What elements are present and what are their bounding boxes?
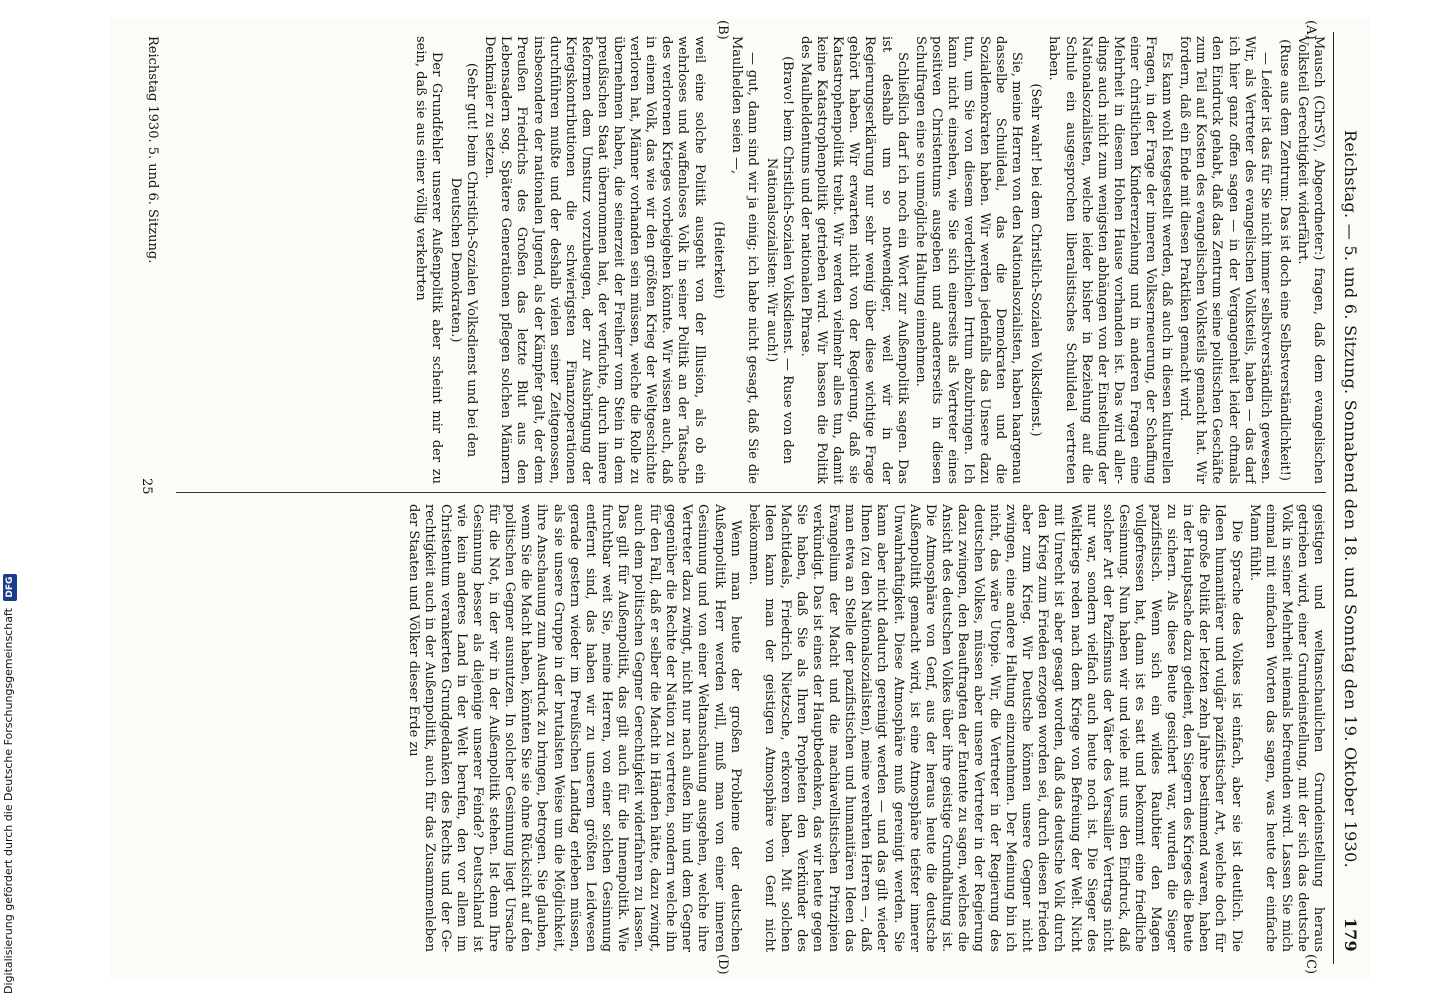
dfg-logo-icon: DFG: [3, 574, 17, 601]
watermark-text: Digitalisierung gefördert durch die Deutsche Forschungsgemeinschaft: [2, 608, 15, 994]
margin-marker-a: (A): [1303, 20, 1318, 40]
paragraph: Der Grundfehler unserer Außenpolitik aber scheint mir der zu sein, daß sie aus einer völlig verkehrten: [412, 36, 445, 484]
margin-marker-b: (B): [715, 20, 730, 40]
interjection: (Bravo! beim Christlich-Sozialen Volksdienst. — Ruse von den Nationalsozialisten: Wir auch!): [763, 56, 795, 464]
paragraph: — Leider ist das für Sie nicht immer selbstverständlich gewesen. Wir, als Vertreter des evangelischen Volksteils, haben — das darf ich hier ganz offen sagen — in der Vergangenheit leider oftmals den Eindruck gehabt, daß das Zentrum seine politischen Geschäfte zum Teil auf Kosten des evangelischen Volksteils gemacht hat. Wir fordern, daß ein Ende mit diesen Praktiken gemacht wird.: [1177, 36, 1273, 484]
paragraph: weil eine solche Politik ausgeht von der Illusion, als ob ein wehrloses und waffenloses Volk in seiner Politik an der Tatsache des verlorenen Krieges vorbeigehen könnte. Wir wissen auch, daß in einem Volk, das wie wir den größten Krieg der Weltgeschichte verloren hat, Männer vorhanden sein müssen, welche die Rolle zu übernehmen haben, die seinerzeit der Freiherr vom Stein in dem preußischen Staat übernommen hat, der verfuchte, durch innere Reformen dem Umsturz vorzubeugen, der zur Ausbringung der Kriegskontributionen die schwierigsten Finanzoperationen durchführen mußte und der deshalb vielen seiner Zeitgenossen, insbesondere der nationalen Jugend, als der Kämpfer galt, der dem Preußen Friedrichs des Großen das letzte Blut aus den Lebensadern sog. Spätere Generationen pflegen solchen Männern Denkmäler zu setzen.: [482, 36, 707, 484]
footer-page-number: 25: [139, 478, 154, 495]
paragraph: Es kann wohl festgestellt werden, daß auch in diesen kulturellen Fragen, in der Frage der inneren Volkserneuerung, der Schaffung einer christlichen Kindererziehung und in anderen Fragen eine Mehrheit in diesem Hohen Hause vorhanden ist. Das wird allerdings auch nicht zum wenigsten abhängen von der Einstellung der Nationalsozialisten, welche leider bisher in Beziehung auf die Schule ein ausgesprochen liberalistisches Schulideal vertreten haben.: [1046, 36, 1175, 484]
header-page-number: 179: [1341, 917, 1360, 952]
interjection: (Heiterkeit): [710, 221, 726, 299]
digitization-watermark: [2, 4, 16, 994]
interjection: (Ruse aus dem Zentrum: Das ist doch eine Selbstverständlichkeit!): [1276, 39, 1292, 481]
margin-marker-d: (D): [715, 954, 730, 975]
paragraph: Sie, meine Herren von den Nationalsozialisten, haben haargenau dasselbe Schulideal, das die Demokraten und die Sozialdemokraten haben. Wir werden jedenfalls das Unsere dazu tun, um Sie von diesem verderblichen Irrtum abzubringen. Ich kann nicht einsehen, wie Sie sich einerseits als Vertreter eines positiven Christentums ausgeben und andererseits in diesen Schulfragen eine so unmögliche Haltung einnehmen.: [912, 36, 1025, 484]
footer-session-label: Reichstag 1930. 5. und 6. Sitzung.: [145, 36, 160, 264]
interjection: (Sehr wahr! bei dem Christlich-Sozialen Volksdienst.): [1028, 83, 1044, 437]
page-header: [1336, 34, 1360, 964]
header-rule: [1333, 32, 1334, 964]
scanned-page: [110, 18, 1370, 978]
paragraph: Mausch (ChrSV), Abgeordneter:) fragen, daß dem evangelischen Volksteil Gerechtigkeit widerfährt.: [1294, 36, 1326, 484]
paragraph: Wenn man heute der großen Probleme der deutschen Außenpolitik Herr werden will, muß man von einer inneren Gesinnung und von einer Weltanschauung ausgehen, welche ihre Vertreter dazu zwingt, nicht nur nach außen hin und dem Gegner gegenüber die Rechte der Nation zu vertreten, sondern welche ihn für den Fall, daß er selber die Macht in Händen hätte, dazu zwingt, auch dem politischen Gegner Gerechtigkeit widerfahren zu lassen. Das gilt für Außenpolitik, das gilt auch für die Innenpolitik. Wie furchtbar weit Sie, meine Herren, von einer solchen Gesinnung entfernt sind, das haben wir zu unserem größten Leidwesen gerade gestern wieder im Preußischen Landtag erleben müssen, als sie unsere Gruppe in der brutalsten Weise um die Möglichkeit, ihre Anschauung zum Ausdruck zu bringen, betrogen. Sie glauben, wenn Sie die Macht haben, könnten Sie sie ohne Rücksicht auf den politischen Gegner ausnutzen. In solcher Gesinnung liegt Ursache für die Not, in der wir in der Außenpolitik stehen. Ist denn Ihre Gesinnung besser als diejenige unserer Feinde? Deutschland ist wie kein anderes Land in der Welt berufen, den vor allem im Christentum verankerten Grundgedanken des Rechts und der Gerechtigkeit auch in der Außenpolitik, auch für das Zusammenleben der Staaten und Völker dieser Erde zu: [405, 504, 743, 952]
paragraph: Die Sprache des Volkes ist einfach, aber sie ist deutlich. Die Ideen humanitärer und vulgär pazifistischer Art, welche doch für die große Politik der letzten zehn Jahre bestimmend waren, haben in der Hauptsache dazu gedient, den Siegern des Krieges die Beute zu sichern. Als diese Beute gesichert war, wurden die Sieger pazifistisch. Wenn sich ein wildes Raubtier den Magen vollgefressen hat, dann ist es satt und bekommt eine friedliche Gesinnung. Nun haben wir und viele mit uns den Eindruck, daß solcher Art der Pazifismus der Väter des Versailler Vertrags nicht nur war, sondern vielfach auch heute noch ist. Die Sieger des Weltkriegs reden nach dem Kriege von Befreiung der Welt. Nicht mit Unrecht ist aber gesagt worden, daß das deutsche Volk durch den Krieg zum Frieden erzogen worden sei, durch diesen Frieden aber zum Krieg. Wir Deutsche können unsere Gegner nicht zwingen, eine andere Haltung einzunehmen. Der Meinung bin ich nicht, das wäre Utopie. Wir, die Vertreter in der Regierung des deutschen Volkes, müssen aber unsere Vertreter in der Regierung dazu zwingen, den Beauftragten der Entente zu sagen, welches die Ansicht des deutschen Volkes über ihre geistige Grundhaltung ist. Die Atmosphäre von Genf, aus der heraus heute die deutsche Außenpolitik gemacht wird, ist eine Atmosphäre tiefster innerer Unwahrhaftigkeit. Diese Atmosphäre muß gereinigt werden. Sie kann aber nicht dadurch gereinigt werden — und das gilt wieder Ihnen (zu den Nationalsozialisten), meine verehrten Herren —, daß man etwa an Stelle der pazifistischen und humanitären Ideen das Evangelium der Macht und die machiavellistischen Prinzipien verkündigt. Das ist eines der Hauptbedenken, das wir heute gegen Sie haben, daß Sie als Ihren Propheten den Verkünder des Machtideals, Friedrich Nietzsche, erkoren haben. Mit solchen Ideen kann man der geistigen Atmosphäre von Genf nicht beikommen.: [745, 504, 1244, 952]
interjection: (Sehr gut! beim Christlich-Sozialen Volksdienst und bei den Deutschen Demokraten.): [448, 62, 480, 458]
paragraph: geistigen und weltanschaulichen Grundeinstellung heraus getrieben wird, einer Grundeinstellung, mit der sich das deutsche Volk in seiner Mehrheit niemals befreunden wird. Lassen Sie mich einmal mit einfachen Worten das sagen, was heute der einfache Mann fühlt.: [1246, 504, 1326, 952]
left-column: [176, 36, 1326, 484]
margin-marker-c: (C): [1303, 954, 1318, 975]
paragraph: — gut, dann sind wir ja einig; ich habe nicht gesagt, daß Sie die Maulhelden seien —,: [728, 36, 760, 484]
header-title: Reichstag. — 5. und 6. Sitzung. Sonnabend den 18. und Sonntag den 19. Oktober 1930.: [1341, 130, 1360, 868]
paragraph: Schließlich darf ich noch ein Wort zur Außenpolitik sagen. Das ist deshalb um so notwendiger, weil wir in der Regierungserklärung nur sehr wenig über diese wichtige Frage gehört haben. Wir erwarten nicht von der Regierung, daß sie Katastrophenpolitik treibt. Wir werden vielmehr alles tun, damit keine Katastrophenpolitik getrieben wird. Wir hassen die Politik des Maulheldentums und der nationalen Phrase.: [798, 36, 910, 484]
column-divider: [176, 492, 1326, 493]
right-column: [176, 504, 1326, 952]
